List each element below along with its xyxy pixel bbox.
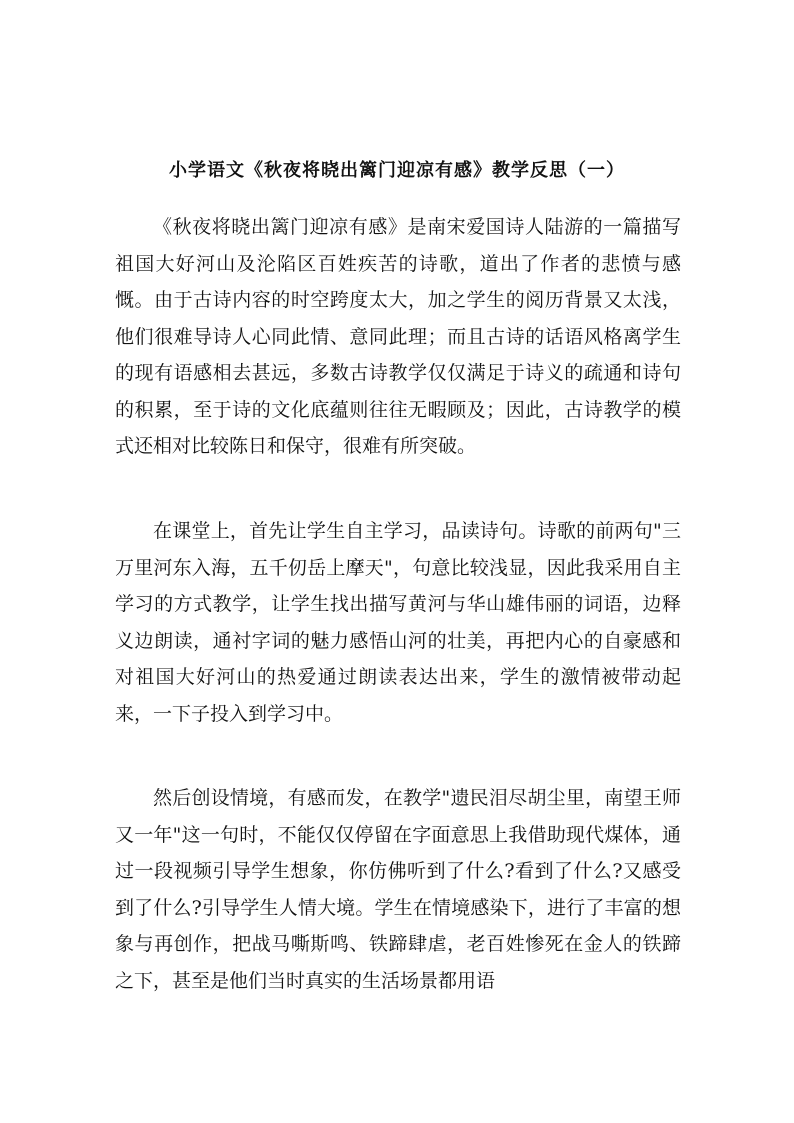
document-title: 小学语文《秋夜将晓出篱门迎凉有感》教学反思（一） <box>169 160 625 181</box>
paragraph-1: 《秋夜将晓出篱门迎凉有感》是南宋爱国诗人陆游的一篇描写祖国大好河山及沦陷区百姓疾苦的诗歌，道出了作者的悲愤与感慨。由于古诗内容的时空跨度太大，加之学生的阅历背景又太浅，他们很难导诗人心同此情、意同此理；而且古诗的话语风格离学生的现有语感相去甚远，多数古诗教学仅仅满足于诗义的疏通和诗句的积累，至于诗的文化底蕴则往往无暇顾及；因此，古诗教学的模式还相对比较陈日和保守，很难有所突破。 <box>115 216 681 457</box>
paragraph-2: 在课堂上，首先让学生自主学习，品读诗句。诗歌的前两句"三万里河东入海，五千仞岳上摩天"，句意比较浅显，因此我采用自主学习的方式教学，让学生找出描写黄河与华山雄伟丽的词语，边释义边朗读，通衬字词的魅力感悟山河的壮美，再把内心的自豪感和对祖国大好河山的热爱通过朗读表达出来，学生的激情被带动起来，一下子投入到学习中。 <box>115 520 681 725</box>
paragraph-3: 然后创设情境，有感而发，在教学"遗民泪尽胡尘里，南望王师又一年"这一句时，不能仅仅停留在字面意思上我借助现代煤体，通过一段视频引导学生想象，你仿佛听到了什么?看到了什么?又感受到了什么?引导学生人情大境。学生在情境感染下，进行了丰富的想象与再创作，把战马嘶斯鸣、铁蹄肆虐，老百姓惨死在金人的铁蹄之下，甚至是他们当时真实的生活场景都用语 <box>115 787 681 992</box>
